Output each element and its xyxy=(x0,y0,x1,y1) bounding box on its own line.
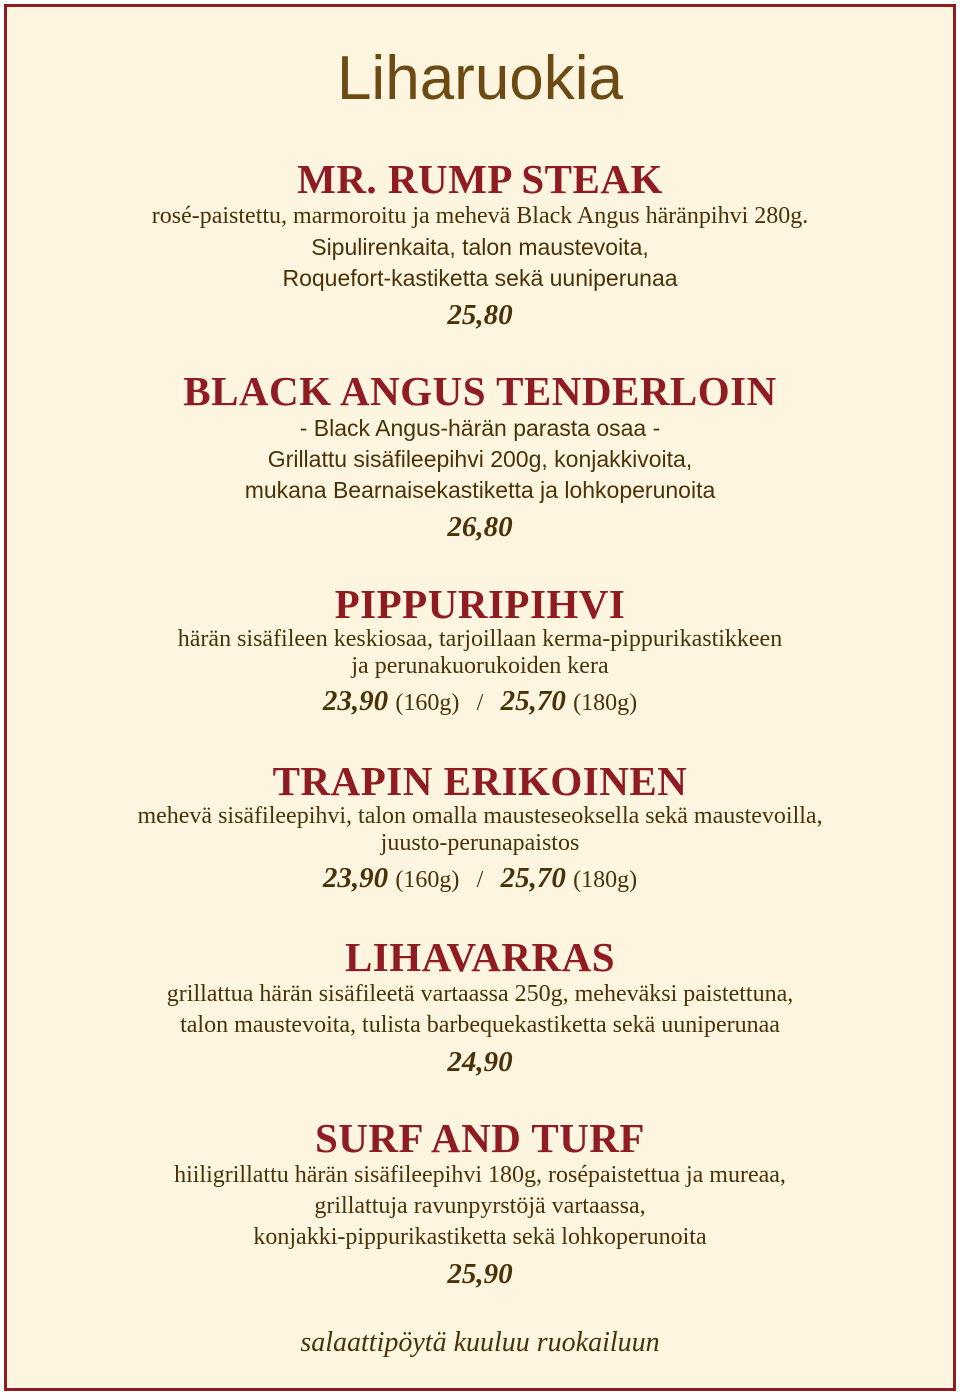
dish-name: MR. RUMP STEAK xyxy=(297,156,663,202)
dish-description-line: - Black Angus-härän parasta osaa - xyxy=(299,415,661,441)
dish-description-line: talon maustevoita, tulista barbequekastiketta sekä uuniperunaa xyxy=(180,1012,780,1038)
menu-page xyxy=(4,4,956,1391)
dish-weight-small: (160g) xyxy=(395,867,460,893)
dish-price-options xyxy=(7,682,953,722)
dish-description-line: grillattua härän sisäfileetä vartaassa 250g, meheväksi paistettuna, xyxy=(166,981,794,1007)
dish-description-line: Roquefort-kastiketta sekä uuniperunaa xyxy=(282,265,678,291)
dish-trapin-erikoinen xyxy=(7,759,953,899)
dish-name: SURF AND TURF xyxy=(315,1115,645,1161)
dish-name: PIPPURIPIHVI xyxy=(334,581,626,627)
dish-price: 25,90 xyxy=(447,1258,513,1290)
price-separator: / xyxy=(476,690,484,716)
dish-price: 25,80 xyxy=(447,299,513,331)
dish-description-line: ja perunakuorukoiden kera xyxy=(351,653,609,679)
dish-description-line: mehevä sisäfileepihvi, talon omalla mausteseoksella sekä maustevoilla, xyxy=(137,803,823,829)
dish-price-options xyxy=(7,859,953,899)
page-title: Liharuokia xyxy=(336,44,624,113)
dish-description-line: grillattuja ravunpyrstöjä vartaassa, xyxy=(314,1193,646,1219)
dish-name: LIHAVARRAS xyxy=(344,934,616,980)
dish-name: BLACK ANGUS TENDERLOIN xyxy=(183,368,777,414)
dish-price-small: 23,90 xyxy=(322,862,389,894)
dish-surf-and-turf xyxy=(7,1116,953,1293)
dish-lihavarras xyxy=(7,935,953,1081)
dish-price-large: 25,70 xyxy=(500,685,566,717)
dish-name: TRAPIN ERIKOINEN xyxy=(272,758,688,804)
dish-description-line: härän sisäfileen keskiosaa, tarjoillaan kerma-pippurikastikkeen xyxy=(177,626,783,652)
dish-pippuripihvi xyxy=(7,582,953,722)
dish-description-line: konjakki-pippurikastiketta sekä lohkoperunoita xyxy=(253,1224,707,1250)
dish-price-small: 23,90 xyxy=(322,685,389,717)
dish-weight-small: (160g) xyxy=(395,690,460,716)
price-separator: / xyxy=(476,867,484,893)
dish-price-large: 25,70 xyxy=(500,862,566,894)
dish-weight-large: (180g) xyxy=(573,867,638,893)
footer-note: salaattipöytä kuuluu ruokailuun xyxy=(300,1327,660,1358)
dish-description-line: mukana Bearnaisekastiketta ja lohkoperunoita xyxy=(244,477,716,503)
dish-description-line: Sipulirenkaita, talon maustevoita, xyxy=(311,234,649,260)
dish-black-angus-tenderloin xyxy=(7,369,953,546)
dish-price: 24,90 xyxy=(447,1046,513,1078)
dish-price: 26,80 xyxy=(447,511,513,543)
dish-mr-rump-steak xyxy=(7,157,953,334)
dish-description-line: rosé-paistettu, marmoroitu ja mehevä Black Angus häränpihvi 280g. xyxy=(151,203,809,229)
dish-weight-large: (180g) xyxy=(573,690,638,716)
dish-description-line: juusto-perunapaistos xyxy=(380,830,580,856)
dish-description-line: Grillattu sisäfileepihvi 200g, konjakkivoita, xyxy=(267,446,693,472)
dish-description-line: hiiligrillattu härän sisäfileepihvi 180g, rosépaistettua ja mureaa, xyxy=(174,1162,786,1188)
